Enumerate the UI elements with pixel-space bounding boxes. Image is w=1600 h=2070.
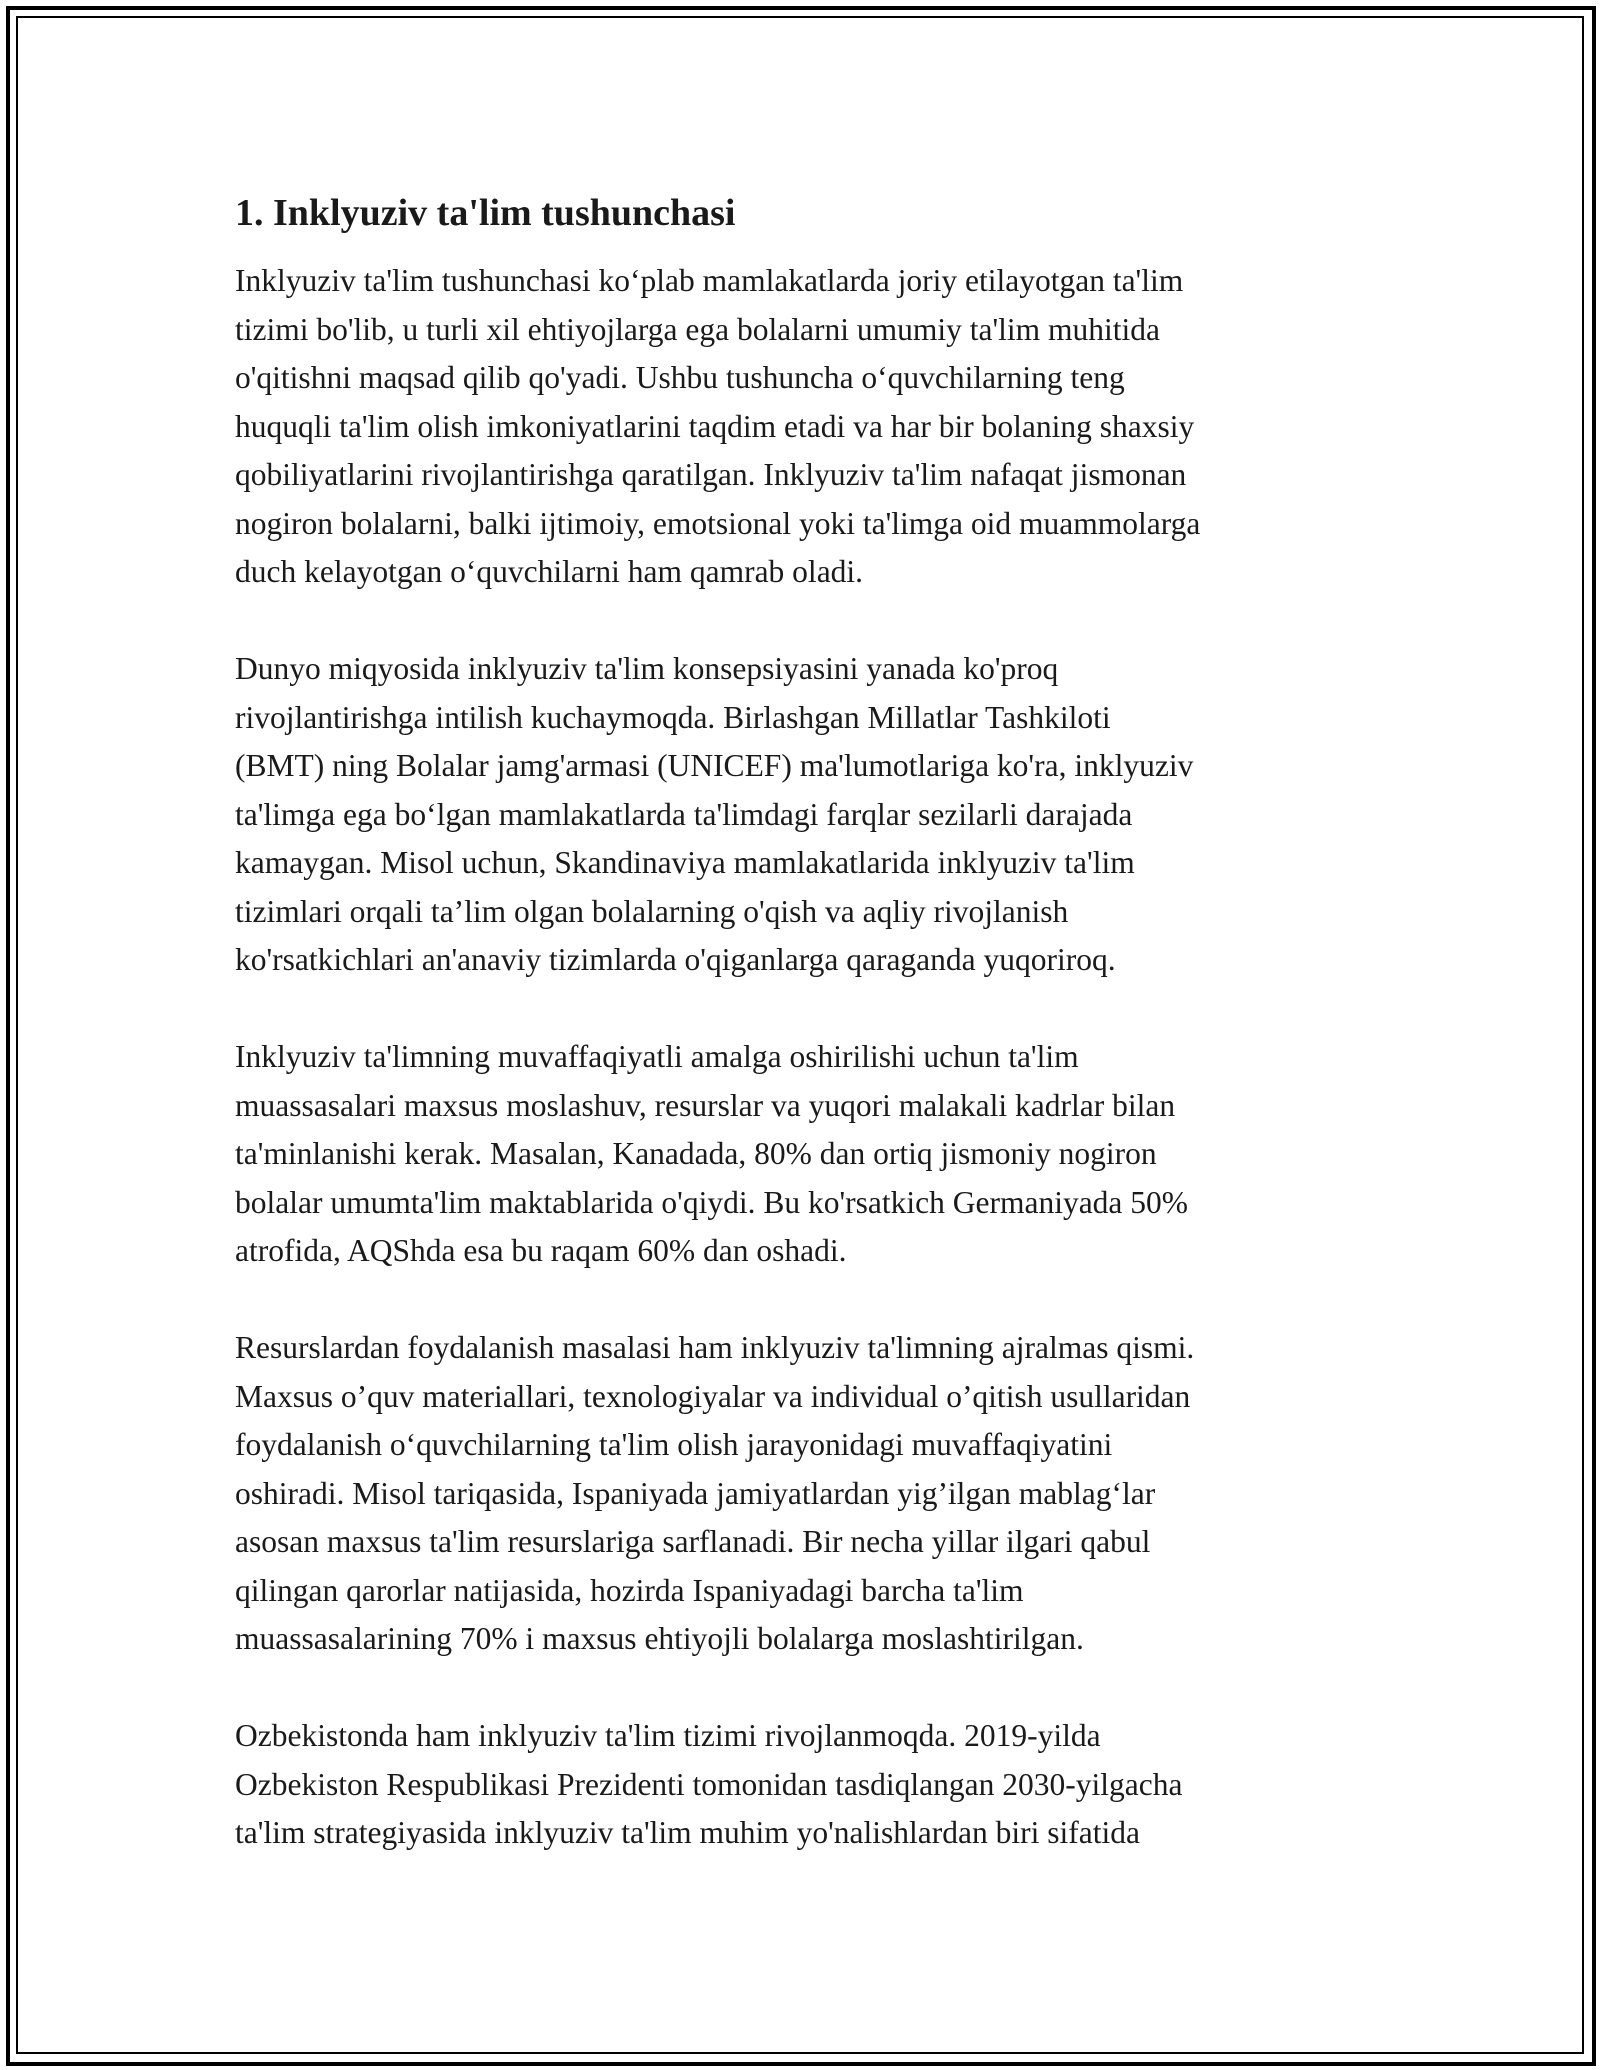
paragraph-line: Inklyuziv ta'limning muvaffaqiyatli amalga oshirilishi uchun ta'lim (235, 1039, 1079, 1074)
paragraph-line: qilingan qarorlar natijasida, hozirda Ispaniyadagi barcha ta'lim (235, 1572, 1024, 1608)
paragraph-line: oshiradi. Misol tariqasida, Ispaniyada jamiyatlardan yig’ilgan mablag‘lar (235, 1475, 1156, 1511)
paragraph-line: Inklyuziv ta'lim tushunchasi ko‘plab mamlakatlarda joriy etilayotgan ta'lim (235, 263, 1184, 298)
paragraph-line: atrofida, AQShda esa bu raqam 60% dan oshadi. (235, 1233, 847, 1268)
paragraph-line: Ozbekiston Respublikasi Prezidenti tomonidan tasdiqlangan 2030-yilgacha (235, 1766, 1183, 1802)
paragraph-line: asosan maxsus ta'lim resurslariga sarflanadi. Bir necha yillar ilgari qabul (235, 1524, 1151, 1559)
paragraph-container (235, 257, 1375, 1858)
paragraph-line: ta'lim strategiyasida inklyuziv ta'lim muhim yo'nalishlardan biri sifatida (235, 1815, 1140, 1850)
paragraph-line: huquqli ta'lim olish imkoniyatlarini taqdim etadi va har bir bolaning shaxsiy (235, 408, 1195, 444)
paragraph-line: Dunyo miqyosida inklyuziv ta'lim konsepsiyasini yanada ko'proq (235, 651, 1059, 686)
paragraph-line: ko'rsatkichlari an'anaviy tizimlarda o'qiganlarga qaraganda yuqoriroq. (235, 942, 1116, 977)
paragraph-line: bolalar umumta'lim maktablarida o'qiydi. Bu ko'rsatkich Germaniyada 50% (235, 1184, 1189, 1220)
paragraph-line: ta'limga ega bo‘lgan mamlakatlarda ta'limdagi farqlar sezilarli darajada (235, 796, 1133, 832)
paragraph-line: ta'minlanishi kerak. Masalan, Kanadada, 80% dan ortiq jismoniy nogiron (235, 1136, 1157, 1171)
paragraph-line: o'qitishni maqsad qilib qo'yadi. Ushbu tushuncha o‘quvchilarning teng (235, 360, 1125, 395)
paragraph-line: rivojlantirishga intilish kuchaymoqda. Birlashgan Millatlar Tashkiloti (235, 699, 1111, 735)
paragraph (235, 1033, 1375, 1276)
paragraph-line: kamaygan. Misol uchun, Skandinaviya mamlakatlarida inklyuziv ta'lim (235, 845, 1135, 880)
paragraph-line: tizimlari orqali ta’lim olgan bolalarning o'qish va aqliy rivojlanish (235, 893, 1069, 929)
paragraph-line: muassasalarining 70% i maxsus ehtiyojli bolalarga moslashtirilgan. (235, 1621, 1084, 1656)
paragraph (235, 645, 1375, 985)
paragraph-line: nogiron bolalarni, balki ijtimoiy, emotsional yoki ta'limga oid muammolarga (235, 505, 1201, 541)
paragraph-line: qobiliyatlarini rivojlantirishga qaratilgan. Inklyuziv ta'lim nafaqat jismonan (235, 457, 1187, 492)
document-page (235, 190, 1375, 1906)
paragraph (235, 1324, 1375, 1664)
paragraph-line: Maxsus o’quv materiallari, texnologiyalar va individual o’qitish usullaridan (235, 1378, 1191, 1414)
paragraph-line: Ozbekistonda ham inklyuziv ta'lim tizimi rivojlanmoqda. 2019-yilda (235, 1718, 1101, 1753)
section-heading: 1. Inklyuziv ta'lim tushunchasi (235, 192, 736, 234)
paragraph-line: tizimi bo'lib, u turli xil ehtiyojlarga ega bolalarni umumiy ta'lim muhitida (235, 311, 1160, 347)
paragraph-line: duch kelayotgan o‘quvchilarni ham qamrab oladi. (235, 554, 864, 589)
paragraph-line: muassasalari maxsus moslashuv, resurslar va yuqori malakali kadrlar bilan (235, 1087, 1176, 1123)
paragraph-line: foydalanish o‘quvchilarning ta'lim olish jarayonidagi muvaffaqiyatini (235, 1427, 1113, 1462)
paragraph-line: (BMT) ning Bolalar jamg'armasi (UNICEF) ma'lumotlariga ko'ra, inklyuziv (235, 748, 1194, 783)
paragraph (235, 1712, 1375, 1858)
paragraph (235, 257, 1375, 597)
paragraph-line: Resurslardan foydalanish masalasi ham inklyuziv ta'limning ajralmas qismi. (235, 1330, 1195, 1365)
